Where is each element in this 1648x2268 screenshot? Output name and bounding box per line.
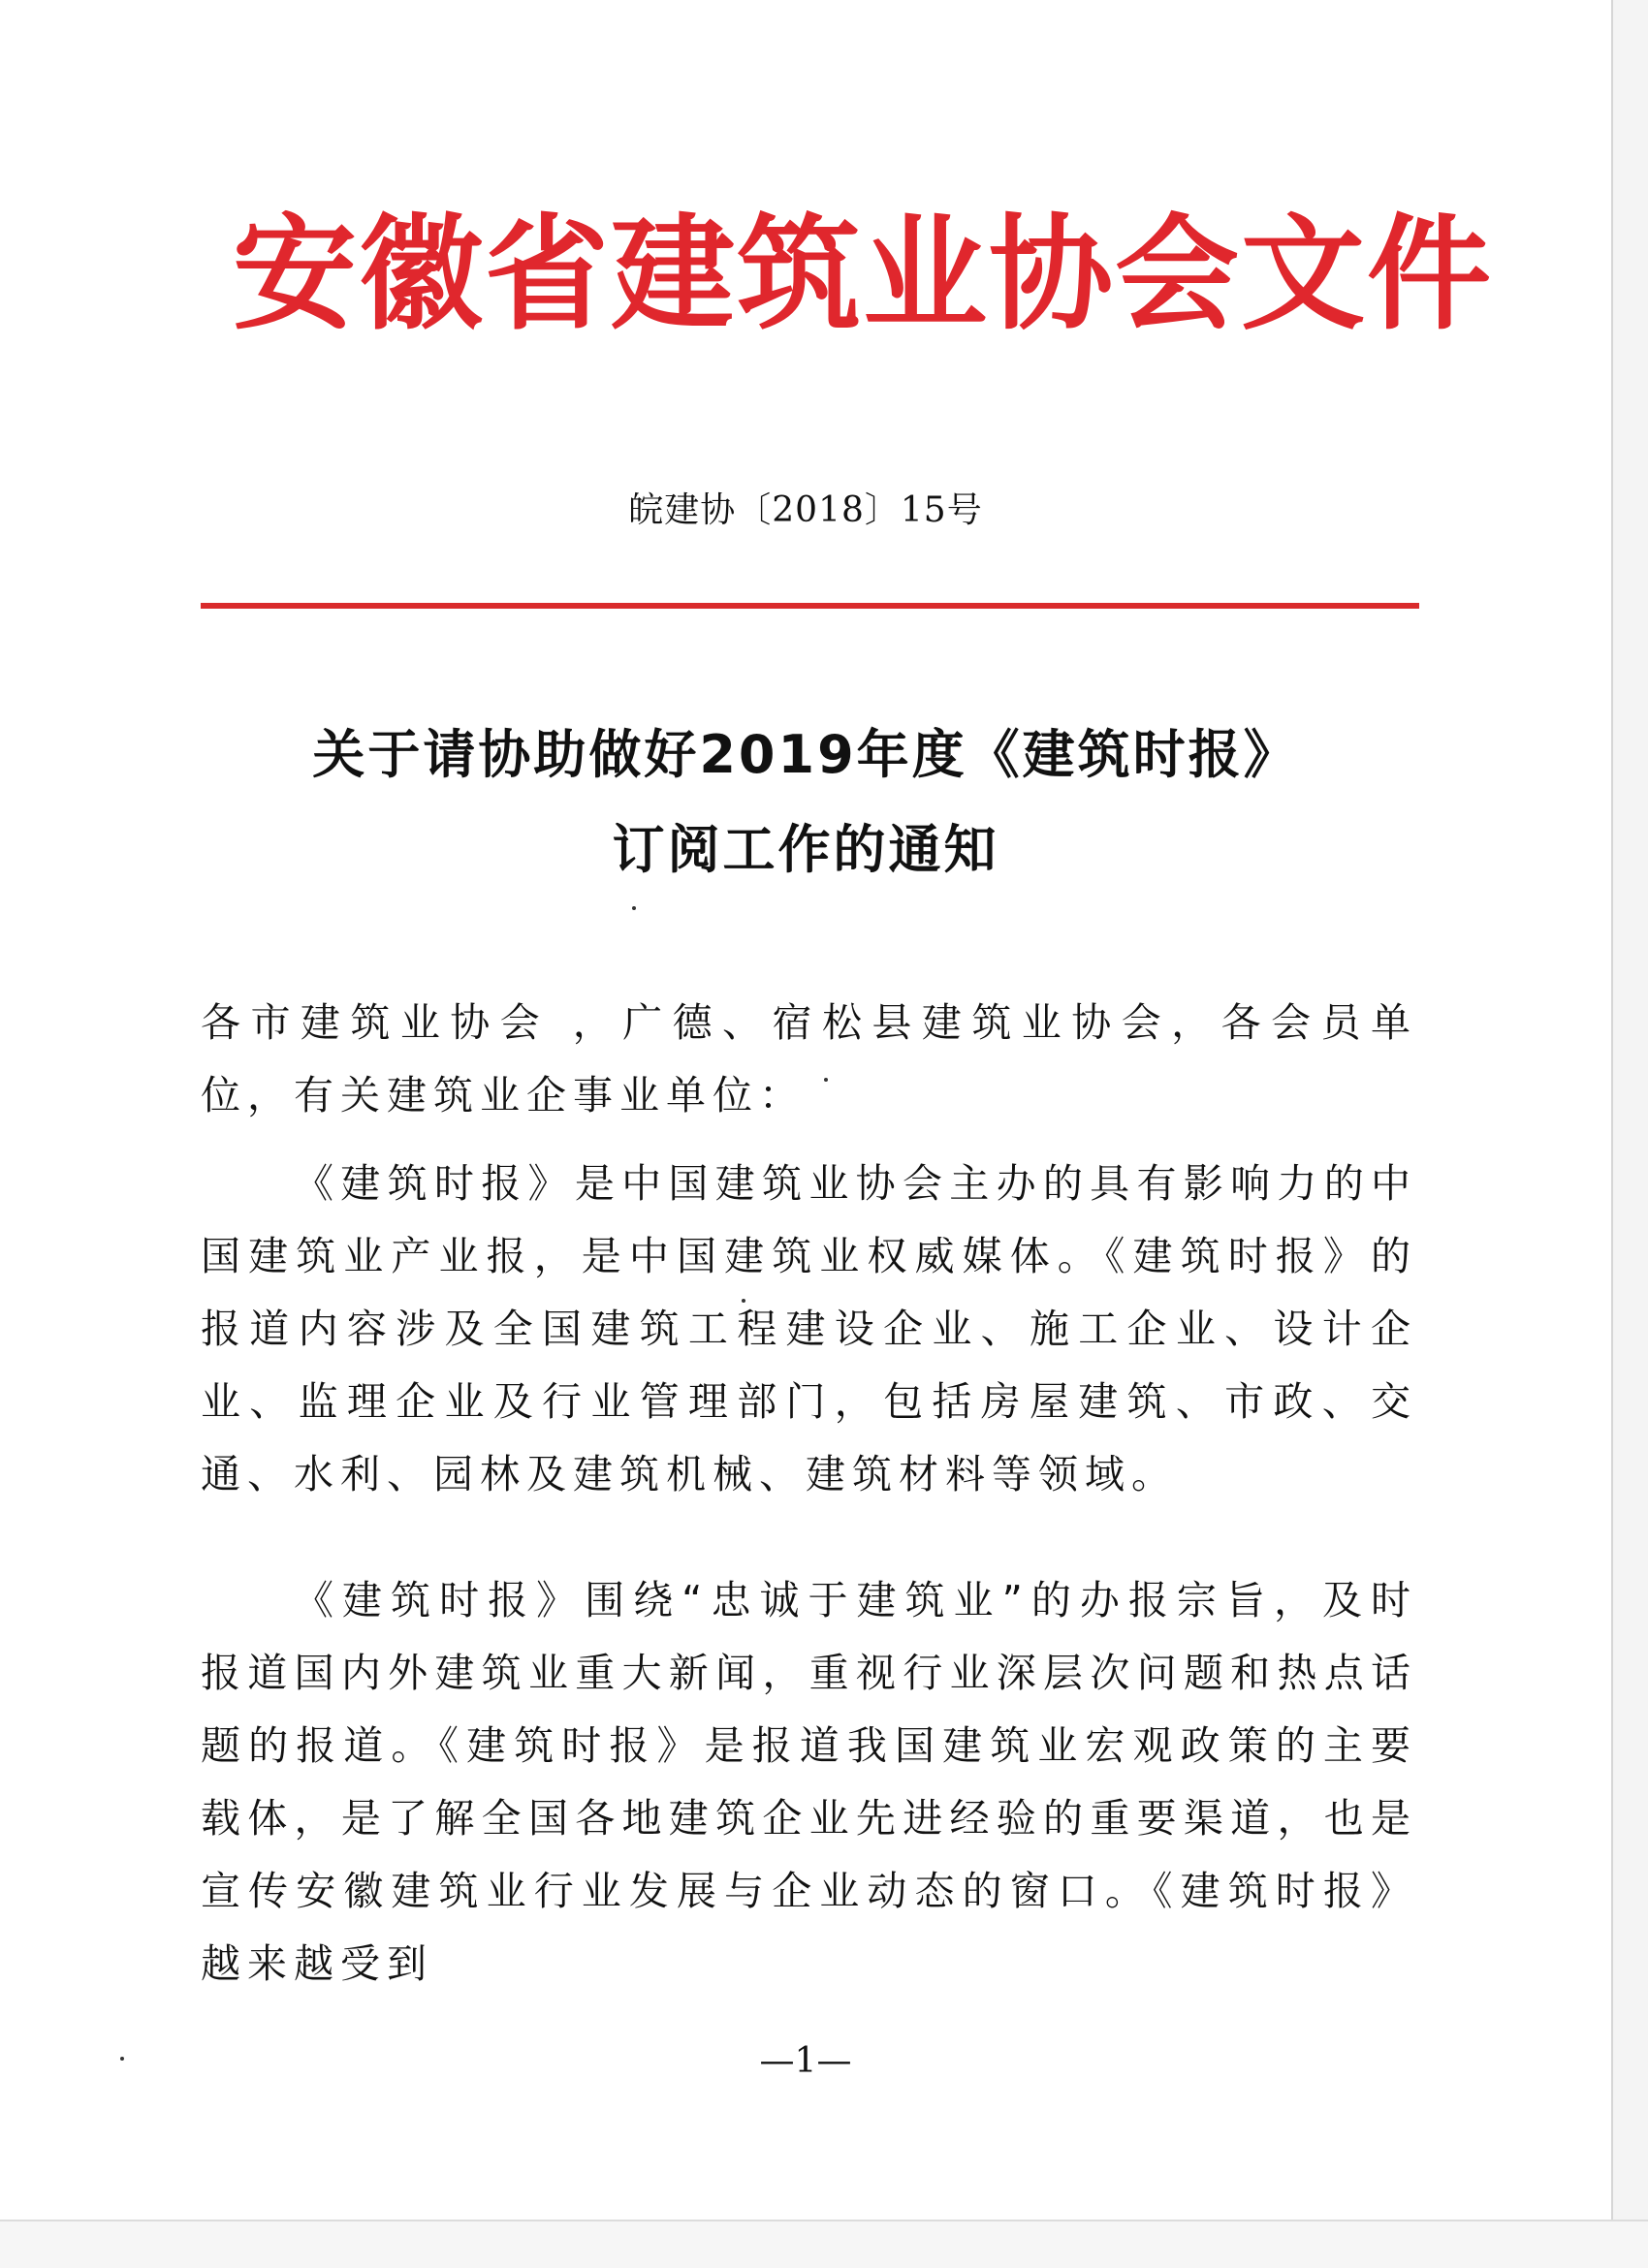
document-header-title: 安徽省建筑业协会文件 [233, 203, 1494, 347]
scan-edge-right [1611, 0, 1648, 2266]
scan-speck [824, 1078, 828, 1082]
body-paragraph-2: 《建筑时报》围绕“忠诚于建筑业”的办报宗旨，及时报道国内外建筑业重大新闻，重视行业深层次问题和热点话题的报道。《建筑时报》是报道我国建筑业宏观政策的主要载体，是了解全国各地建筑企业先进经验的重要渠道，也是宣传安徽建筑业行业发展与企业动态的窗口。《建筑时报》越来越受到 [201, 1577, 1417, 1987]
addressee-paragraph: 各市建筑业协会 ，广德、宿松县建筑业协会，各会员单位，有关建筑业企事业单位： [201, 999, 1417, 1118]
scan-edge-bottom [0, 2220, 1648, 2268]
document-number: 皖建协〔2018〕15号 [628, 490, 983, 530]
scan-speck [120, 2057, 124, 2061]
page-number: —1— [759, 2041, 852, 2081]
header-divider [201, 603, 1419, 609]
notice-title-line-1: 关于请协助做好2019年度《建筑时报》 [312, 724, 1299, 785]
scan-speck [632, 906, 636, 910]
body-paragraph-1: 《建筑时报》是中国建筑业协会主办的具有影响力的中国建筑业产业报，是中国建筑业权威媒体。《建筑时报》的报道内容涉及全国建筑工程建设企业、施工企业、设计企业、监理企业及行业管理部门，包括房屋建筑、市政、交通、水利、园林及建筑机械、建筑材料等领域。 [201, 1160, 1417, 1497]
scan-speck [742, 1299, 745, 1303]
notice-title-line-2: 订阅工作的通知 [612, 819, 999, 880]
